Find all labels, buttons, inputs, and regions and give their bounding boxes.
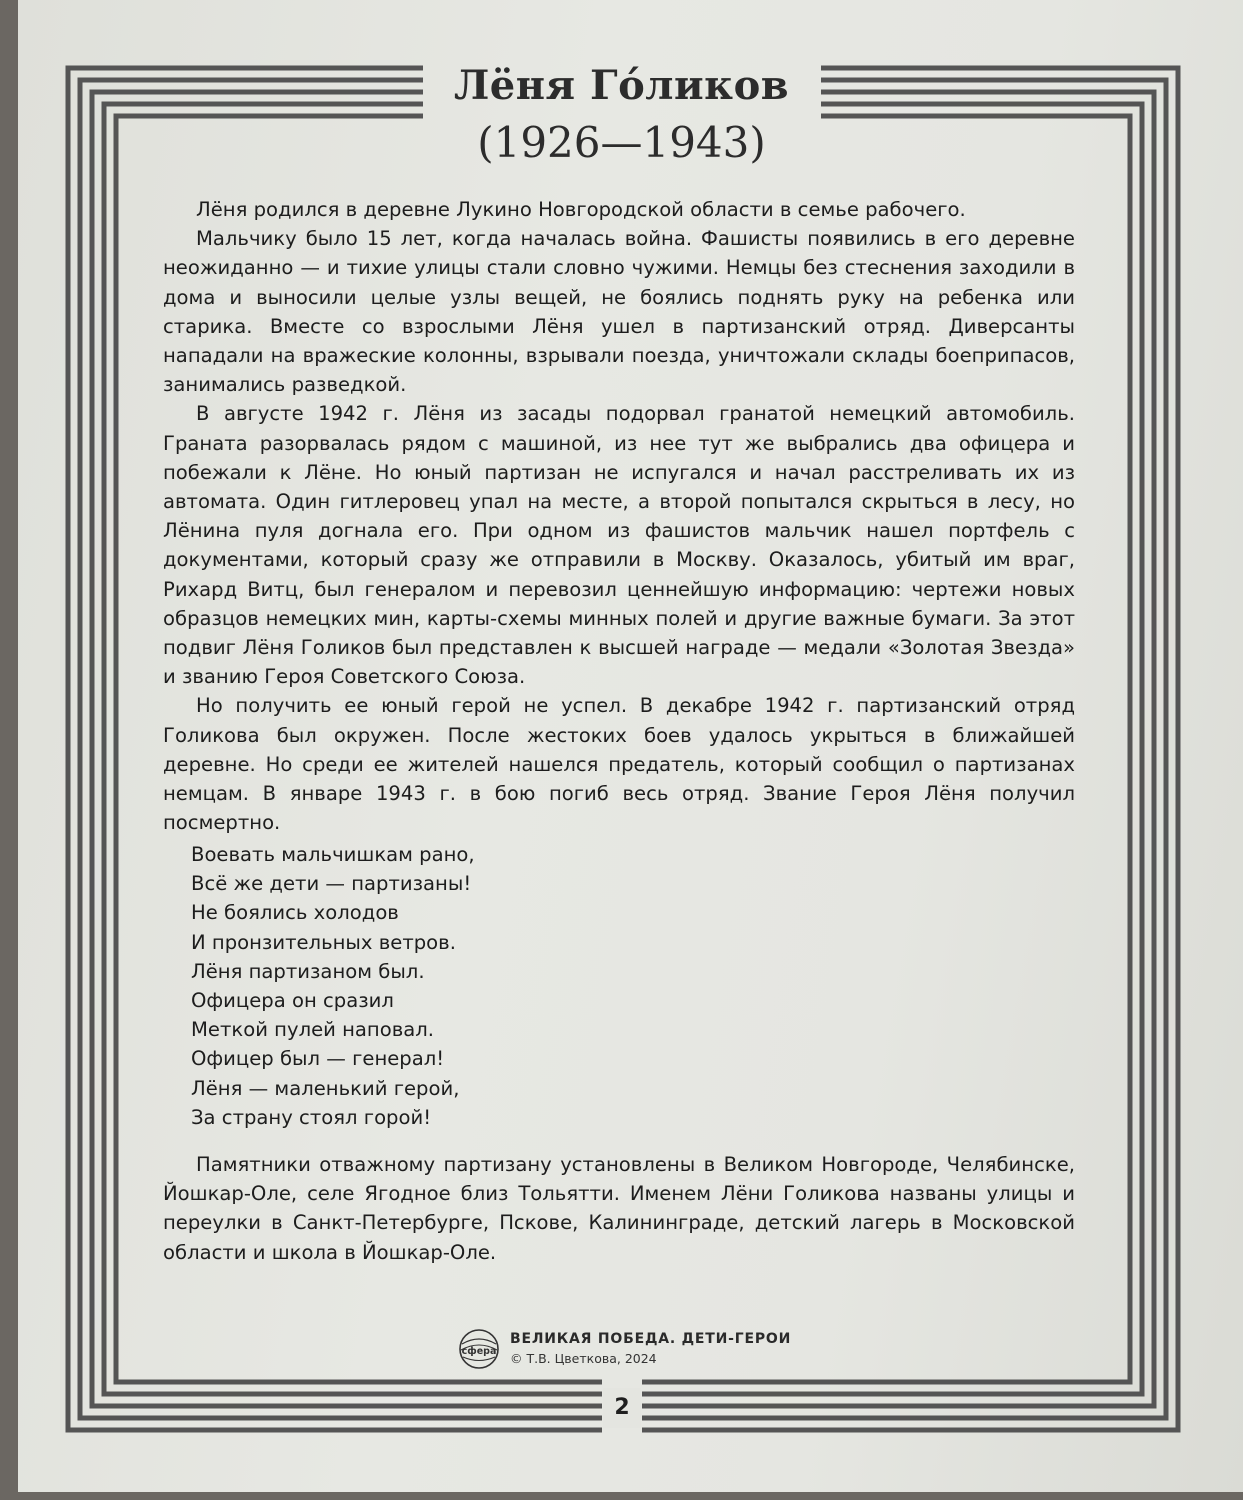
poem-line: Всё же дети — партизаны! (191, 872, 472, 896)
page-title: Лёня Го́ликов (453, 62, 790, 109)
poem-line: Офицер был — генерал! (191, 1047, 445, 1071)
poem-line: Меткой пулей наповал. (191, 1018, 435, 1042)
series-title: ВЕЛИКАЯ ПОБЕДА. ДЕТИ-ГЕРОИ (510, 1331, 792, 1347)
paragraph: Но получить ее юный герой не успел. В декабре 1942 г. партизанский отряд Голикова был окружен. После жестоких боев удалось укрыться в ближайшей деревне. Но среди ее жителей нашелся предатель, который сообщил о партизанах немцам. В январе 1943 г. в бою погиб весь отряд. Звание Героя Лёня получил посмертно. (163, 694, 1075, 835)
poem-line: И пронзительных ветров. (191, 930, 456, 954)
page-number: 2 (603, 1388, 641, 1428)
logo-text: сфера (461, 1346, 497, 1357)
paragraph: Мальчику было 15 лет, когда началась война. Фашисты появились в его деревне неожиданно — и тихие улицы стали словно чужими. Немцы без стеснения заходили в дома и выносили целые узлы вещей, не боялись поднять руку на ребенка или старика. Вместе со взрослыми Лёня ушел в партизанский отряд. Диверсанты нападали на вражеские колонны, взрывали поезда, уничтожали склады боеприпасов, занимались разведкой. (163, 227, 1075, 397)
poem-line: Лёня партизаном был. (191, 959, 425, 983)
publisher-logo-icon (456, 1326, 502, 1372)
paragraph: В августе 1942 г. Лёня из засады подорвал гранатой немецкий автомобиль. Граната разорвалась рядом с машиной, из нее тут же выбрались два офицера и побежали к Лёне. Но юный партизан не испугался и начал расстреливать их из автомата. Один гитлеровец упал на месте, а второй попытался скрыться в лесу, но Лёнина пуля догнала его. При одном из фашистов мальчик нашел портфель с документами, который сразу же отправили в Москву. Оказалось, убитый им враг, Рихард Витц, был генералом и перевозил ценнейшую информацию: чертежи новых образцов немецких мин, карты-схемы минных полей и другие важные бумаги. За этот подвиг Лёня Голиков был представлен к высшей награде — медали «Золотая Звезда» и званию Героя Советского Союза. (163, 402, 1075, 689)
copyright: © Т.В. Цветкова, 2024 (510, 1351, 657, 1366)
poem-line: Воевать мальчишкам рано, (191, 843, 475, 866)
biography-text (163, 195, 1075, 837)
life-years: (1926—1943) (477, 118, 766, 167)
poem-line: Офицера он сразил (191, 989, 394, 1013)
paragraph: Памятники отважному партизану установлены в Великом Новгороде, Челябинске, Йошкар-Оле, селе Ягодное близ Тольятти. Именем Лёни Голикова названы улицы и переулки в Санкт-Петербурге, Пскове, Калининграде, детский лагерь в Московской области и школа в Йошкар-Оле. (163, 1153, 1075, 1264)
poem-line: За страну стоял горой! (191, 1105, 432, 1129)
poem (191, 840, 475, 1132)
poem-line: Лёня — маленький герой, (191, 1076, 460, 1100)
poem-line: Не боялись холодов (191, 901, 399, 925)
paragraph: Лёня родился в деревне Лукино Новгородской области в семье рабочего. (196, 198, 966, 221)
publisher-footer (456, 1325, 791, 1373)
closing-text (163, 1150, 1075, 1267)
